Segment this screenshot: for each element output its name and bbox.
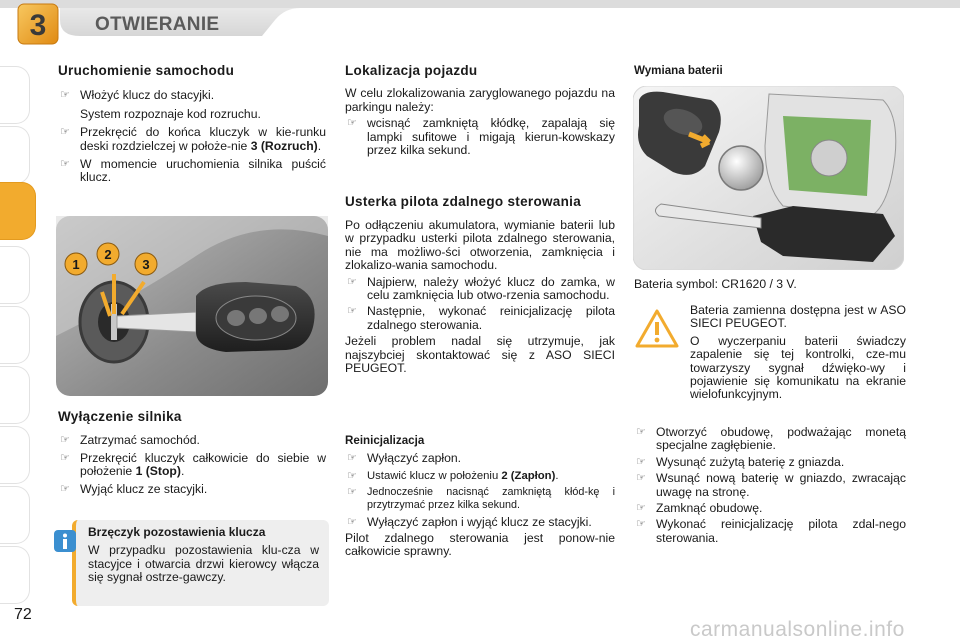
bullet-icon: ☞ [347,305,357,318]
list-item: ☞ Wyłączyć zapłon i wyjąć klucz ze stacyjki. [347,514,592,529]
list-item: ☞ Jednocześnie nacisnąć zamkniętą kłód-kę i przytrzymać przez kilka sekund. [347,486,615,511]
bullet-icon: ☞ [60,89,70,102]
battery-heading-wrap [634,64,904,77]
bullet-icon: ☞ [347,469,357,482]
bullet-icon: ☞ [60,451,70,464]
list-item: ☞ Najpierw, należy włożyć klucz do zamka, w celu zamknięcia lub otwo-rzenia samochodu. [347,274,615,303]
callout-2: 2 [104,247,112,262]
callout-1: 1 [72,257,80,272]
list-item: ☞ Wysunąć zużytą baterię z gniazda. [636,454,845,469]
side-tab-6[interactable] [0,366,30,424]
watermark: carmanualsonline.info [690,618,905,641]
bullet-icon: ☞ [60,482,70,495]
side-tab-8[interactable] [0,486,30,544]
bullet-icon: ☞ [636,426,646,438]
ignition-key-figure [56,216,328,396]
side-tab-5[interactable] [0,306,30,364]
side-tab-4[interactable] [0,246,30,304]
battery-replacement-figure [633,86,904,270]
reinit-heading: Reinicjalizacja [345,434,425,447]
bullet-icon: ☞ [347,486,357,499]
list-item: ☞ Przekręcić do końca kluczyk w kie-runku deski rozdzielczej w położe-nie 3 (Rozruch). [60,125,326,153]
list-item: ☞ wcisnąć zamkniętą kłódkę, zapalają się lampki sufitowe i migają kierun-kowskazy przez kilka sekund. [347,116,615,158]
warning-p1: Bateria zamienna dostępna jest w ASO SIECI PEUGEOT. [690,303,906,331]
warning-p2: O wyczerpaniu baterii świadczy zapalenie się tej kontrolki, cze-mu towarzyszy sygnał dźwięko-wy i pojawienie się komunikatu na ekranie wielofunkcyjnym. [690,333,906,402]
side-tab-3-active[interactable] [0,182,36,240]
bullet-icon: ☞ [347,452,357,465]
bullet-icon: ☞ [636,518,646,531]
bullet-icon: ☞ [60,434,70,447]
bullet-icon: ☞ [347,117,357,130]
list-item: ☞ Zamknąć obudowę. [636,501,763,516]
list-item: ☞ Zatrzymać samochód. [60,433,200,448]
bullet-icon: ☞ [347,515,357,528]
bullet-icon: ☞ [347,275,357,288]
list-item: ☞ Następnie, wykonać reinicjalizację pilota zdalnego sterowania. [347,304,615,332]
info-icon [54,530,76,552]
side-tab-7[interactable] [0,426,30,484]
start-engine-section [58,64,326,185]
fault-intro: Po odłączeniu akumulatora, wymianie baterii lub w przypadku usterki pilota zdalnego sterowania, nie ma możliwo-ści otworzenia, zamknięcia i zlokalizo-wania samochodu. [345,218,615,273]
list-note: System rozpoznaje kod rozruchu. [80,106,261,121]
locate-vehicle-heading: Lokalizacja pojazdu [345,63,478,78]
list-item: ☞ W momencie uruchomienia silnika puścić klucz. [60,157,326,185]
list-item: ☞ Otworzyć obudowę, podważając monetą specjalne zagłębienie. [636,425,906,453]
locate-intro: W celu zlokalizowania zaryglowanego pojazdu na parkingu należy: [345,86,615,114]
side-tab-1[interactable] [0,66,30,124]
callout-3: 3 [142,257,150,272]
chapter-badge [16,2,60,46]
bullet-icon: ☞ [636,472,646,485]
locate-vehicle-section [345,64,615,157]
list-item: ☞ Wsunąć nową baterię w gniazdo, zwracając uwagę na stronę. [636,471,906,499]
chapter-number: 3 [29,9,47,42]
bullet-icon: ☞ [636,502,646,515]
bullet-icon: ☞ [60,126,70,139]
warning-note [690,304,906,402]
info-box [72,520,329,606]
list-item: ☞ Ustawić klucz w położeniu 2 (Zapłon). [347,469,559,482]
fault-outro: Jeżeli problem nadal się utrzymuje, jak najszybciej skontaktować się z ASO SIECI PEUGEOT. [345,334,615,376]
remote-fault-heading: Usterka pilota zdalnego sterowania [345,194,582,209]
reinit-outro: Pilot zdalnego sterowania jest ponow-nie całkowicie sprawny. [345,531,615,559]
info-box-text: W przypadku pozostawienia klu-cza w stacyjce i otwarcia drzwi kierowcy włącza się sygnał ostrze-gawczy. [88,543,319,585]
page-title: OTWIERANIE [95,14,220,35]
stop-engine-section [58,410,326,496]
info-box-title: Brzęczyk pozostawienia klucza [88,525,266,539]
stop-engine-heading: Wyłączenie silnika [58,409,182,424]
side-tab-9[interactable] [0,546,30,604]
battery-symbol-text: Bateria symbol: CR1620 / 3 V. [634,277,797,291]
list-item: ☞ Wykonać reinicjalizację pilota zdal-nego sterowania. [636,517,906,545]
list-item: ☞ Przekręcić kluczyk całkowicie do siebie w położenie 1 (Stop). [60,450,326,479]
page-number: 72 [14,606,32,623]
bullet-icon: ☞ [60,158,70,171]
list-item: ☞ Wyjąć klucz ze stacyjki. [60,481,208,496]
list-item: ☞ Wyłączyć zapłon. [347,451,462,466]
list-item: ☞ Włożyć klucz do stacyjki. [60,88,215,103]
remote-fault-section [345,194,615,375]
bullet-icon: ☞ [636,455,646,468]
start-engine-heading: Uruchomienie samochodu [58,63,235,78]
warning-triangle-icon [634,308,680,350]
side-tab-2[interactable] [0,126,30,184]
battery-heading: Wymiana baterii [634,64,723,77]
reinit-section [345,434,615,559]
battery-steps [634,426,906,545]
